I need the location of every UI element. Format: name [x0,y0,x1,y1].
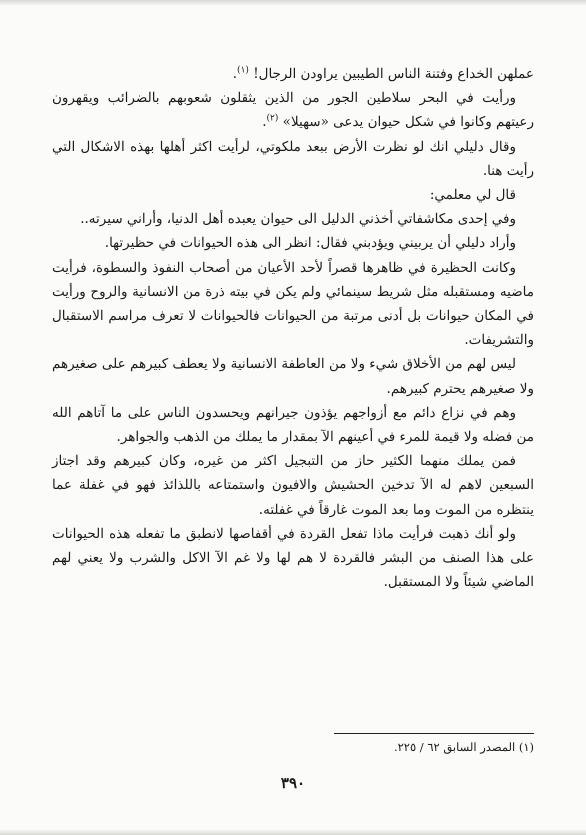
paragraph-2: ورأيت في البحر سلاطين الجور من الذين يثقلون شعوبهم بالضرائب ويقهرون رعيتهم وكانوا في شكل حيوان يدعى «سهيلا» $^{(٢)}$. [52,90,534,131]
page-edge-bottom [0,829,586,835]
paragraph-8: ليس لهم من الأخلاق شيء ولا من العاطفة الانسانية ولا يعطف كبيرهم على صغيرهم ولا صغيرهم يحترم كبيرهم. [52,356,534,397]
paragraph-6: وأراد دليلي أن يربيني ويؤدبني فقال: انظر الى هذه الحيوانات في حظيرتها. [104,235,516,252]
footnote: (١) المصدر السابق ٦٢ / ٢٢٥. [393,740,534,754]
paragraph-10: فمن يملك منهما الكثير حاز من التبجيل اكثر من غيره، وكان كبيرهم وقد اجتاز السبعين لاهم له الآ تدخين الحشيش والافيون واستمتاعه باللذائذ فهو في غفلة عما ينتظره من الموت وما بعد الموت غارقاً في غفلته. [52,453,534,518]
paragraph-4: قال لي معلمي: [429,187,516,204]
paragraph-5: وفي إحدى مكاشفاتي أخذني الدليل الى حيوان يعبده أهل الدنيا، وأراني سيرته.. [80,211,516,228]
footnote-divider [334,733,534,734]
paragraph-3: وقال دليلي انك لو نظرت الأرض ببعد ملكوتي، لرأيت اكثر أهلها بهذه الاشكال التي رأيت هنا. [52,138,534,179]
paragraph-1: عملهن الخداع وفتنة الناس الطيبين يراودن الرجال! $^{(١)}$. [232,65,534,82]
paragraph-7: وكانت الحظيرة في ظاهرها قصراً لأحد الأعيان من أصحاب النفوذ والسطوة، فرأيت ماضيه ومستقبله مثل شريط سينمائي ولم يكن في بيته ذرة من الانسانية والروح ورأيت في المكان حيوانات بل أدنى مرتبة من الحيوانات فالحيوانات لا تعرف مراسم الاستقبال والتشريفات. [52,259,534,349]
footnote-ref-2: (٢) [266,113,279,124]
paragraph-11: ولو أنك ذهبت فرأيت ماذا تفعل القردة في أقفاصها لانطبق ما تفعله هذه الحيوانات على هذا الصنف من البشر فالقردة لا هم لها ولا غم الآ الاكل والشرب ولا يعني لهم الماضي شيئاً ولا المستقبل. [52,525,534,591]
page-edge-top [0,0,586,6]
footnote-ref-1: (١) [237,65,249,76]
page-number: ٣٩٠ [280,774,306,792]
paragraph-9: وهم في نزاع دائم مع أزواجهم يؤذون جيرانهم ويحسدون الناس على ما آتاهم الله من فضله ولا قيمة للمرء في أعينهم الآ بمقدار ما يملك من الذهب والجواهر. [52,404,534,446]
body-text [52,62,534,594]
